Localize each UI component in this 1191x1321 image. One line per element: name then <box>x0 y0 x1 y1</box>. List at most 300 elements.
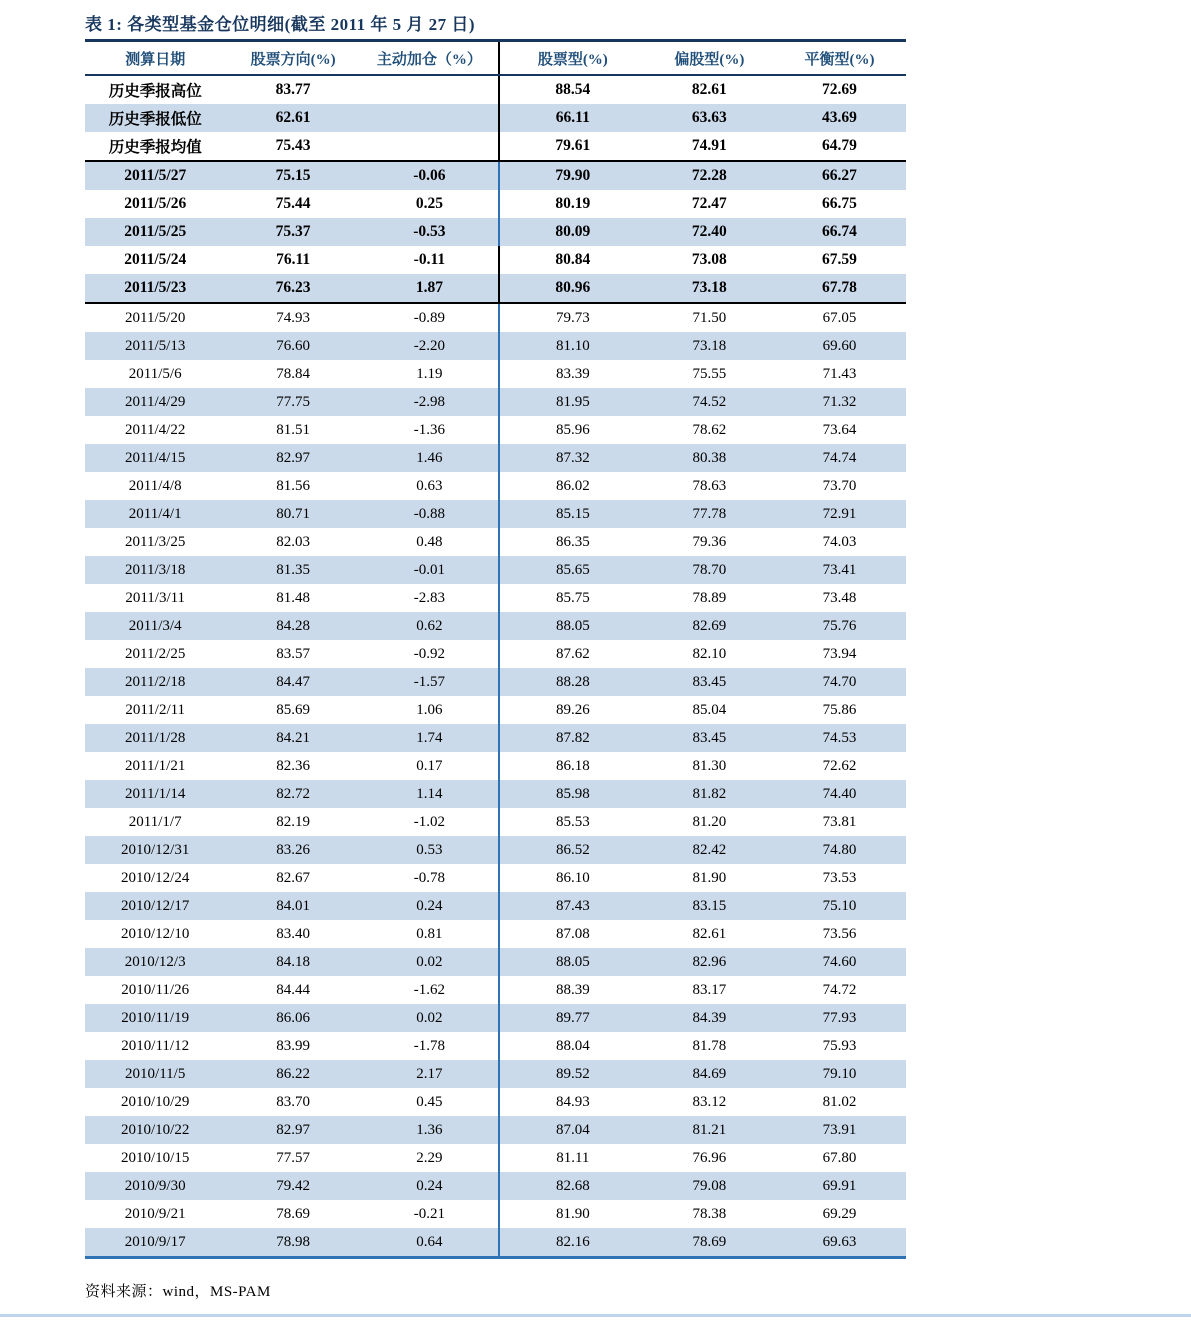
measure-date-cell: 历史季报均值 <box>108 139 202 156</box>
stock-direction-cell: 84.21 <box>276 729 310 746</box>
table-row <box>85 528 906 556</box>
stock-type-cell: 86.02 <box>498 472 646 500</box>
active-position-change-cell: 1.74 <box>416 729 443 746</box>
table-title: 表 1: 各类型基金仓位明细(截至 2011 年 5 月 27 日) <box>85 15 476 34</box>
active-position-change-cell: 0.25 <box>415 195 443 212</box>
partial-stock-type-cell: 75.55 <box>692 365 727 382</box>
table-row <box>85 246 906 274</box>
table-row <box>85 640 906 668</box>
header-measure-date: 测算日期 <box>125 51 186 68</box>
active-position-change-cell: -0.01 <box>413 561 446 578</box>
table-row <box>85 76 906 104</box>
balanced-type-cell: 73.53 <box>822 869 857 886</box>
partial-stock-type-cell: 79.36 <box>692 533 727 550</box>
active-position-change-cell: 1.46 <box>416 449 443 466</box>
measure-date-cell: 2010/10/22 <box>121 1121 190 1138</box>
stock-direction-cell: 77.57 <box>276 1149 310 1166</box>
partial-stock-type-cell: 74.52 <box>692 393 727 410</box>
balanced-type-cell: 74.70 <box>822 673 857 690</box>
table-row <box>85 104 906 132</box>
active-position-change-cell: -1.36 <box>413 421 446 438</box>
balanced-type-cell: 79.10 <box>822 1065 857 1082</box>
partial-stock-type-cell: 81.21 <box>692 1121 727 1138</box>
stock-type-cell: 82.68 <box>498 1172 646 1200</box>
partial-stock-type-cell: 77.78 <box>692 505 727 522</box>
partial-stock-type-cell: 83.12 <box>692 1093 727 1110</box>
balanced-type-cell: 81.02 <box>822 1093 857 1110</box>
stock-type-cell: 85.96 <box>498 416 646 444</box>
header-stock-type: 股票型(%) <box>498 42 646 74</box>
table-row <box>85 1032 906 1060</box>
stock-type-cell: 85.15 <box>498 500 646 528</box>
stock-type-cell: 66.11 <box>498 104 646 132</box>
table-row <box>85 1116 906 1144</box>
stock-type-cell: 86.52 <box>498 836 646 864</box>
active-position-change-cell: -0.21 <box>413 1205 446 1222</box>
stock-type-cell: 86.10 <box>498 864 646 892</box>
table-row <box>85 1228 906 1256</box>
active-position-change-cell: 0.62 <box>416 617 443 634</box>
stock-direction-cell: 83.26 <box>276 841 310 858</box>
measure-date-cell: 2011/1/28 <box>125 729 186 746</box>
partial-stock-type-cell: 79.08 <box>692 1177 727 1194</box>
stock-type-cell: 84.93 <box>498 1088 646 1116</box>
table-row <box>85 332 906 360</box>
measure-date-cell: 2011/2/25 <box>125 645 186 662</box>
active-position-change-cell: 0.64 <box>416 1233 443 1250</box>
balanced-type-cell: 75.93 <box>822 1037 857 1054</box>
stock-type-cell: 88.05 <box>498 612 646 640</box>
active-position-change-cell: 0.24 <box>416 897 443 914</box>
measure-date-cell: 2010/12/10 <box>121 925 190 942</box>
table-row <box>85 388 906 416</box>
table-row <box>85 920 906 948</box>
partial-stock-type-cell: 83.17 <box>692 981 727 998</box>
table-row <box>85 274 906 304</box>
table-row <box>85 556 906 584</box>
stock-type-cell: 81.95 <box>498 388 646 416</box>
stock-direction-cell: 82.97 <box>276 1121 310 1138</box>
measure-date-cell: 2011/5/27 <box>124 167 187 184</box>
table-row <box>85 162 906 190</box>
stock-type-cell: 85.75 <box>498 584 646 612</box>
measure-date-cell: 2010/10/15 <box>121 1149 190 1166</box>
stock-direction-cell: 75.43 <box>275 137 311 154</box>
active-position-change-cell: -1.78 <box>413 1037 446 1054</box>
stock-direction-cell: 82.72 <box>276 785 310 802</box>
balanced-type-cell: 73.48 <box>822 589 857 606</box>
stock-direction-cell: 83.57 <box>276 645 310 662</box>
stock-type-cell: 88.39 <box>498 976 646 1004</box>
stock-type-cell: 80.09 <box>498 218 646 246</box>
fund-position-table <box>85 39 906 1259</box>
balanced-type-cell: 74.03 <box>822 533 857 550</box>
active-position-change-cell: 0.48 <box>416 533 443 550</box>
stock-type-cell: 88.28 <box>498 668 646 696</box>
table-row <box>85 948 906 976</box>
stock-type-cell: 89.77 <box>498 1004 646 1032</box>
balanced-type-cell: 72.69 <box>822 81 857 98</box>
measure-date-cell: 2011/5/6 <box>128 365 182 382</box>
active-position-change-cell: -0.88 <box>413 505 446 522</box>
active-position-change-cell: 1.87 <box>415 279 443 296</box>
stock-direction-cell: 82.36 <box>276 757 310 774</box>
stock-direction-cell: 86.06 <box>276 1009 310 1026</box>
stock-direction-cell: 78.84 <box>276 365 310 382</box>
partial-stock-type-cell: 74.91 <box>691 137 727 154</box>
stock-direction-cell: 76.60 <box>276 337 310 354</box>
measure-date-cell: 2011/4/15 <box>125 449 186 466</box>
active-position-change-cell: 0.63 <box>416 477 443 494</box>
balanced-type-cell: 77.93 <box>822 1009 857 1026</box>
active-position-change-cell: 0.24 <box>416 1177 443 1194</box>
balanced-type-cell: 71.43 <box>822 365 857 382</box>
stock-type-cell: 80.19 <box>498 190 646 218</box>
active-position-change-cell: -0.89 <box>413 309 446 326</box>
stock-direction-cell: 84.44 <box>276 981 310 998</box>
partial-stock-type-cell: 80.38 <box>692 449 727 466</box>
partial-stock-type-cell: 72.47 <box>691 195 727 212</box>
stock-type-cell: 89.26 <box>498 696 646 724</box>
header-partial-stock-type: 偏股型(%) <box>674 51 745 68</box>
active-position-change-cell <box>361 76 498 104</box>
partial-stock-type-cell: 78.62 <box>692 421 727 438</box>
stock-direction-cell: 83.70 <box>276 1093 310 1110</box>
balanced-type-cell: 66.74 <box>822 223 857 240</box>
partial-stock-type-cell: 83.15 <box>692 897 727 914</box>
stock-type-cell: 80.96 <box>498 274 646 302</box>
table-row <box>85 836 906 864</box>
stock-type-cell: 81.11 <box>498 1144 646 1172</box>
measure-date-cell: 2011/5/20 <box>125 309 186 326</box>
measure-date-cell: 2011/2/11 <box>125 701 186 718</box>
stock-direction-cell: 83.77 <box>275 81 311 98</box>
balanced-type-cell: 74.72 <box>822 981 857 998</box>
table-row <box>85 1200 906 1228</box>
partial-stock-type-cell: 82.61 <box>691 81 727 98</box>
partial-stock-type-cell: 83.45 <box>692 673 727 690</box>
partial-stock-type-cell: 81.30 <box>692 757 727 774</box>
table-header-row <box>85 42 906 76</box>
partial-stock-type-cell: 81.90 <box>692 869 727 886</box>
stock-type-cell: 79.73 <box>498 304 646 332</box>
stock-type-cell: 81.90 <box>498 1200 646 1228</box>
table-row <box>85 1172 906 1200</box>
active-position-change-cell: 2.17 <box>416 1065 443 1082</box>
table-row <box>85 892 906 920</box>
measure-date-cell: 2011/5/23 <box>124 279 187 296</box>
stock-direction-cell: 79.42 <box>276 1177 310 1194</box>
table-row <box>85 360 906 388</box>
active-position-change-cell <box>361 104 498 132</box>
stock-direction-cell: 80.71 <box>276 505 310 522</box>
stock-direction-cell: 76.23 <box>275 279 311 296</box>
active-position-change-cell: -2.20 <box>413 337 446 354</box>
table-row <box>85 1088 906 1116</box>
measure-date-cell: 2010/12/17 <box>121 897 190 914</box>
balanced-type-cell: 43.69 <box>822 109 857 126</box>
header-stock-direction: 股票方向(%) <box>250 51 336 68</box>
measure-date-cell: 2010/9/30 <box>124 1177 186 1194</box>
balanced-type-cell: 67.80 <box>822 1149 857 1166</box>
measure-date-cell: 2011/5/26 <box>124 195 187 212</box>
stock-type-cell: 87.04 <box>498 1116 646 1144</box>
page-bottom-rule <box>0 1314 1191 1317</box>
partial-stock-type-cell: 73.08 <box>691 251 727 268</box>
partial-stock-type-cell: 78.63 <box>692 477 727 494</box>
measure-date-cell: 历史季报高位 <box>108 83 202 100</box>
stock-direction-cell: 85.69 <box>276 701 310 718</box>
stock-type-cell: 87.32 <box>498 444 646 472</box>
stock-direction-cell: 84.01 <box>276 897 310 914</box>
balanced-type-cell: 73.70 <box>822 477 857 494</box>
table-row <box>85 1060 906 1088</box>
active-position-change-cell <box>361 132 498 160</box>
measure-date-cell: 2010/9/17 <box>124 1233 186 1250</box>
active-position-change-cell: -2.83 <box>413 589 446 606</box>
measure-date-cell: 2011/2/18 <box>125 673 186 690</box>
balanced-type-cell: 73.91 <box>822 1121 857 1138</box>
table-row <box>85 612 906 640</box>
stock-type-cell: 79.90 <box>498 162 646 190</box>
balanced-type-cell: 66.75 <box>822 195 857 212</box>
table-row <box>85 500 906 528</box>
stock-direction-cell: 75.44 <box>275 195 311 212</box>
stock-direction-cell: 76.11 <box>276 251 311 268</box>
table-row <box>85 584 906 612</box>
measure-date-cell: 2011/4/29 <box>125 393 186 410</box>
active-position-change-cell: -0.11 <box>413 251 446 268</box>
measure-date-cell: 2011/5/25 <box>124 223 187 240</box>
balanced-type-cell: 73.41 <box>822 561 857 578</box>
stock-type-cell: 88.54 <box>498 76 646 104</box>
measure-date-cell: 2011/4/22 <box>125 421 186 438</box>
partial-stock-type-cell: 82.61 <box>692 925 727 942</box>
active-position-change-cell: 1.14 <box>416 785 443 802</box>
balanced-type-cell: 73.64 <box>822 421 857 438</box>
stock-direction-cell: 78.98 <box>276 1233 310 1250</box>
partial-stock-type-cell: 81.78 <box>692 1037 727 1054</box>
stock-type-cell: 85.98 <box>498 780 646 808</box>
stock-type-cell: 87.82 <box>498 724 646 752</box>
table-row <box>85 808 906 836</box>
stock-type-cell: 88.04 <box>498 1032 646 1060</box>
stock-direction-cell: 82.03 <box>276 533 310 550</box>
partial-stock-type-cell: 71.50 <box>692 309 727 326</box>
stock-type-cell: 87.43 <box>498 892 646 920</box>
stock-direction-cell: 81.51 <box>276 421 310 438</box>
active-position-change-cell: 0.45 <box>416 1093 443 1110</box>
stock-direction-cell: 82.67 <box>276 869 310 886</box>
measure-date-cell: 2011/1/14 <box>125 785 186 802</box>
stock-type-cell: 86.18 <box>498 752 646 780</box>
balanced-type-cell: 67.05 <box>822 309 857 326</box>
active-position-change-cell: 1.19 <box>416 365 443 382</box>
table-row <box>85 668 906 696</box>
balanced-type-cell: 69.63 <box>822 1233 857 1250</box>
measure-date-cell: 2011/3/25 <box>125 533 186 550</box>
table-block <box>85 14 906 1259</box>
partial-stock-type-cell: 78.38 <box>692 1205 727 1222</box>
active-position-change-cell: 0.81 <box>416 925 443 942</box>
active-position-change-cell: 2.29 <box>416 1149 443 1166</box>
source-note: 资料来源：wind，MS-PAM <box>85 1284 271 1300</box>
stock-direction-cell: 84.18 <box>276 953 310 970</box>
active-position-change-cell: -1.02 <box>413 813 446 830</box>
measure-date-cell: 2010/11/26 <box>121 981 190 998</box>
stock-direction-cell: 78.69 <box>276 1205 310 1222</box>
active-position-change-cell: -0.53 <box>413 223 446 240</box>
partial-stock-type-cell: 82.42 <box>692 841 727 858</box>
balanced-type-cell: 75.76 <box>822 617 857 634</box>
balanced-type-cell: 66.27 <box>822 167 857 184</box>
table-row <box>85 304 906 332</box>
measure-date-cell: 历史季报低位 <box>108 111 202 128</box>
partial-stock-type-cell: 84.69 <box>692 1065 727 1082</box>
measure-date-cell: 2010/9/21 <box>124 1205 186 1222</box>
measure-date-cell: 2011/4/1 <box>128 505 182 522</box>
stock-type-cell: 87.08 <box>498 920 646 948</box>
table-row <box>85 1004 906 1032</box>
balanced-type-cell: 69.29 <box>822 1205 857 1222</box>
active-position-change-cell: -0.78 <box>413 869 446 886</box>
active-position-change-cell: 0.02 <box>416 1009 443 1026</box>
stock-direction-cell: 84.47 <box>276 673 310 690</box>
measure-date-cell: 2011/3/18 <box>125 561 186 578</box>
stock-direction-cell: 81.35 <box>276 561 310 578</box>
partial-stock-type-cell: 73.18 <box>692 337 727 354</box>
active-position-change-cell: -2.98 <box>413 393 446 410</box>
stock-direction-cell: 81.48 <box>276 589 310 606</box>
partial-stock-type-cell: 82.69 <box>692 617 727 634</box>
measure-date-cell: 2010/12/3 <box>124 953 186 970</box>
table-row <box>85 1144 906 1172</box>
stock-direction-cell: 83.40 <box>276 925 310 942</box>
measure-date-cell: 2010/11/19 <box>121 1009 190 1026</box>
active-position-change-cell: 1.36 <box>416 1121 443 1138</box>
measure-date-cell: 2010/11/5 <box>125 1065 186 1082</box>
table-row <box>85 132 906 162</box>
table-row <box>85 696 906 724</box>
table-body <box>85 76 906 1259</box>
measure-date-cell: 2010/12/24 <box>121 869 190 886</box>
stock-direction-cell: 82.19 <box>276 813 310 830</box>
stock-direction-cell: 74.93 <box>276 309 310 326</box>
balanced-type-cell: 69.91 <box>822 1177 857 1194</box>
active-position-change-cell: -1.62 <box>413 981 446 998</box>
stock-direction-cell: 84.28 <box>276 617 310 634</box>
stock-direction-cell: 81.56 <box>276 477 310 494</box>
stock-direction-cell: 75.15 <box>275 167 311 184</box>
partial-stock-type-cell: 63.63 <box>691 109 727 126</box>
partial-stock-type-cell: 76.96 <box>692 1149 727 1166</box>
stock-type-cell: 85.53 <box>498 808 646 836</box>
partial-stock-type-cell: 85.04 <box>692 701 727 718</box>
measure-date-cell: 2011/3/4 <box>128 617 182 634</box>
stock-type-cell: 82.16 <box>498 1228 646 1256</box>
table-row <box>85 472 906 500</box>
stock-type-cell: 88.05 <box>498 948 646 976</box>
measure-date-cell: 2011/1/21 <box>125 757 186 774</box>
stock-direction-cell: 83.99 <box>276 1037 310 1054</box>
balanced-type-cell: 75.10 <box>822 897 857 914</box>
table-row <box>85 780 906 808</box>
table-row <box>85 444 906 472</box>
measure-date-cell: 2011/5/13 <box>125 337 186 354</box>
partial-stock-type-cell: 78.89 <box>692 589 727 606</box>
stock-direction-cell: 75.37 <box>275 223 311 240</box>
table-row <box>85 724 906 752</box>
stock-direction-cell: 62.61 <box>275 109 311 126</box>
balanced-type-cell: 74.60 <box>822 953 857 970</box>
active-position-change-cell: 0.53 <box>416 841 443 858</box>
stock-type-cell: 79.61 <box>498 132 646 160</box>
table-row <box>85 976 906 1004</box>
partial-stock-type-cell: 83.45 <box>692 729 727 746</box>
balanced-type-cell: 74.40 <box>822 785 857 802</box>
partial-stock-type-cell: 84.39 <box>692 1009 727 1026</box>
balanced-type-cell: 67.59 <box>822 251 857 268</box>
stock-direction-cell: 86.22 <box>276 1065 310 1082</box>
balanced-type-cell: 67.78 <box>822 279 857 296</box>
balanced-type-cell: 73.94 <box>822 645 857 662</box>
measure-date-cell: 2011/3/11 <box>125 589 186 606</box>
partial-stock-type-cell: 81.20 <box>692 813 727 830</box>
balanced-type-cell: 74.74 <box>822 449 857 466</box>
partial-stock-type-cell: 81.82 <box>692 785 727 802</box>
partial-stock-type-cell: 72.28 <box>691 167 727 184</box>
balanced-type-cell: 64.79 <box>822 137 857 154</box>
partial-stock-type-cell: 72.40 <box>691 223 727 240</box>
partial-stock-type-cell: 82.96 <box>692 953 727 970</box>
header-active-position-change: 主动加仓（%） <box>376 51 482 68</box>
balanced-type-cell: 73.56 <box>822 925 857 942</box>
balanced-type-cell: 71.32 <box>822 393 857 410</box>
stock-direction-cell: 77.75 <box>276 393 310 410</box>
table-row <box>85 190 906 218</box>
stock-type-cell: 80.84 <box>498 246 646 274</box>
active-position-change-cell: -0.06 <box>413 167 446 184</box>
balanced-type-cell: 73.81 <box>822 813 857 830</box>
active-position-change-cell: -1.57 <box>413 673 446 690</box>
measure-date-cell: 2010/10/29 <box>121 1093 190 1110</box>
stock-type-cell: 86.35 <box>498 528 646 556</box>
header-balanced-type: 平衡型(%) <box>804 51 875 68</box>
partial-stock-type-cell: 78.69 <box>692 1233 727 1250</box>
measure-date-cell: 2011/4/8 <box>128 477 182 494</box>
partial-stock-type-cell: 73.18 <box>691 279 727 296</box>
active-position-change-cell: 0.02 <box>416 953 443 970</box>
table-row <box>85 864 906 892</box>
stock-type-cell: 83.39 <box>498 360 646 388</box>
balanced-type-cell: 74.80 <box>822 841 857 858</box>
stock-type-cell: 81.10 <box>498 332 646 360</box>
balanced-type-cell: 69.60 <box>822 337 857 354</box>
active-position-change-cell: -0.92 <box>413 645 446 662</box>
balanced-type-cell: 72.91 <box>822 505 857 522</box>
measure-date-cell: 2011/5/24 <box>124 251 187 268</box>
table-row <box>85 416 906 444</box>
measure-date-cell: 2011/1/7 <box>128 813 182 830</box>
measure-date-cell: 2010/12/31 <box>121 841 190 858</box>
partial-stock-type-cell: 78.70 <box>692 561 727 578</box>
active-position-change-cell: 0.17 <box>416 757 443 774</box>
partial-stock-type-cell: 82.10 <box>692 645 727 662</box>
stock-type-cell: 85.65 <box>498 556 646 584</box>
table-row <box>85 218 906 246</box>
balanced-type-cell: 75.86 <box>822 701 857 718</box>
active-position-change-cell: 1.06 <box>416 701 443 718</box>
